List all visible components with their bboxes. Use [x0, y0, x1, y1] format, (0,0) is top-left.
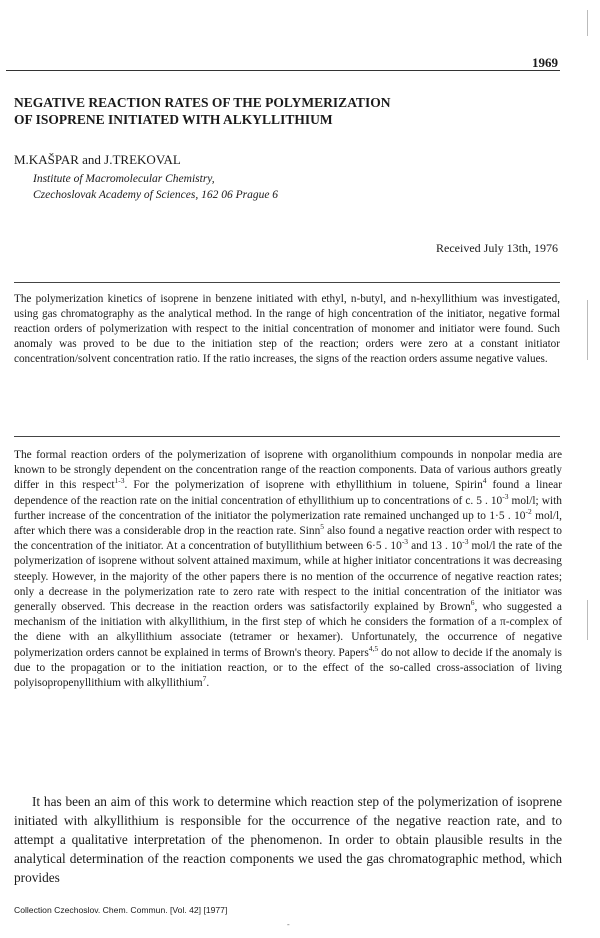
- exponent: -3: [401, 537, 409, 547]
- body-text-7: and 13 . 10: [408, 540, 463, 553]
- header-rule: [6, 70, 560, 71]
- affiliation-line-2: Czechoslovak Academy of Sciences, 162 06 Prague 6: [33, 189, 279, 201]
- body-text-6: also found a negative reaction order with respect to the concentration of the initiator. At a concentration of butyllithium between 6·5 . 10: [14, 525, 562, 553]
- reference-7: 7: [202, 674, 207, 684]
- exponent: -3: [462, 537, 469, 547]
- journal-citation: Collection Czechoslov. Chem. Commun. [Vol. 42] [1977]: [14, 905, 228, 915]
- title-line-1: NEGATIVE REACTION RATES OF THE POLYMERIZATION: [14, 95, 391, 110]
- title-line-2: OF ISOPRENE INITIATED WITH ALKYLLITHIUM: [14, 112, 333, 127]
- abstract: The polymerization kinetics of isoprene in benzene initiated with ethyl, n-butyl, and n-hexyllithium was investigated, using gas chromatography as the analytical method. In the range of high concentration of the initiator, negative formal reaction orders of polymerization with respect to the initial concentration of monomer and initiator were found. Such anomaly was proved to be due to the initiation step of the reaction; orders were zero at a constant initiator concentration/solvent concentration ratio. If the ratio increases, the signs of the reaction orders assume negative values.: [14, 293, 560, 365]
- reference-4: 4: [482, 476, 487, 486]
- reference-5: 5: [320, 522, 325, 532]
- body-text-11: .: [206, 677, 210, 690]
- footer-mark: -: [287, 920, 290, 929]
- reference-1-3: 1-3: [114, 476, 125, 486]
- received-date: Received July 13th, 1976: [436, 241, 558, 255]
- body-paragraph-2: It has been an aim of this work to determine which reaction step of the polymerization of isoprene initiated with alkyllithium is responsible for the occurrence of the negative reaction rate, and to attempt a qualitative interpretation of the phenomenon. In order to obtain plausible results in the analytical determination of the reaction components we used the gas chromatographic method, which provides: [14, 794, 562, 885]
- scan-edge-mark: [587, 600, 588, 640]
- body-text-10: do not allow to decide if the anomaly is due to the propagation or to the initiation reaction, or to the effect of the so-called cross-association of living polyisopropenyllithium with alkyllithium: [14, 646, 562, 690]
- body-text-8: mol/l the rate of the polymerization of isoprene without solvent attained maximum, while at higher initiator concentrations it was decreasing steeply. However, in the majority of the other papers there is no mention of the occurrence of negative reaction rates; only a decrease in the polymerization rate to zero rate with respect to the initial concentration of the initiator was generally observed. This decrease in the reaction orders was satisfactorily explained by Brown: [14, 540, 562, 614]
- body-text-9: , who suggested a mechanism of the initiation with alkyllithium, in the first step of which he considers the formation of a π-complex of the diene with an alkyllithium associate (tetramer or hexamer). Unfortunately, the occurrence of negative polymerization orders cannot be explained in terms of Brown's theory. Papers: [14, 601, 562, 659]
- page-number: 1969: [532, 55, 558, 70]
- affiliation-line-1: Institute of Macromolecular Chemistry,: [33, 173, 215, 185]
- exponent: -3: [502, 491, 509, 501]
- reference-4-5: 4,5: [368, 643, 379, 653]
- abstract-top-rule: [14, 282, 560, 283]
- article-title: [14, 94, 554, 128]
- reference-6: 6: [470, 598, 475, 608]
- body-text-5: mol/l, after which there was a considerable drop in the reaction rate. Sinn: [14, 509, 562, 538]
- body-text-2: . For the polymerization of isoprene with ethyllithium in toluene, Spirin: [124, 479, 483, 492]
- abstract-bottom-rule: [14, 436, 560, 437]
- body-paragraph-1: [14, 448, 562, 691]
- body-text-4: mol/l; with further increase of the concentration of the initiator the polymerization rate remained unchanged up to 1·5 . 10: [14, 494, 562, 522]
- body-text-3: found a linear dependence of the reaction rate on the initial concentration of ethyllithium up to concentrations of c. 5 . 10: [14, 479, 562, 507]
- affiliation: [33, 171, 278, 203]
- body-text-1: The formal reaction orders of the polymerization of isoprene with organolithium compounds in nonpolar media are known to be strongly dependent on the concentration range of the reaction components. Data of various authors greatly differ in this respect: [14, 449, 562, 492]
- scan-edge-mark: [587, 10, 588, 36]
- exponent: -2: [525, 507, 532, 517]
- authors: M.KAŠPAR and J.TREKOVAL: [14, 152, 181, 167]
- scan-edge-mark: [587, 300, 588, 360]
